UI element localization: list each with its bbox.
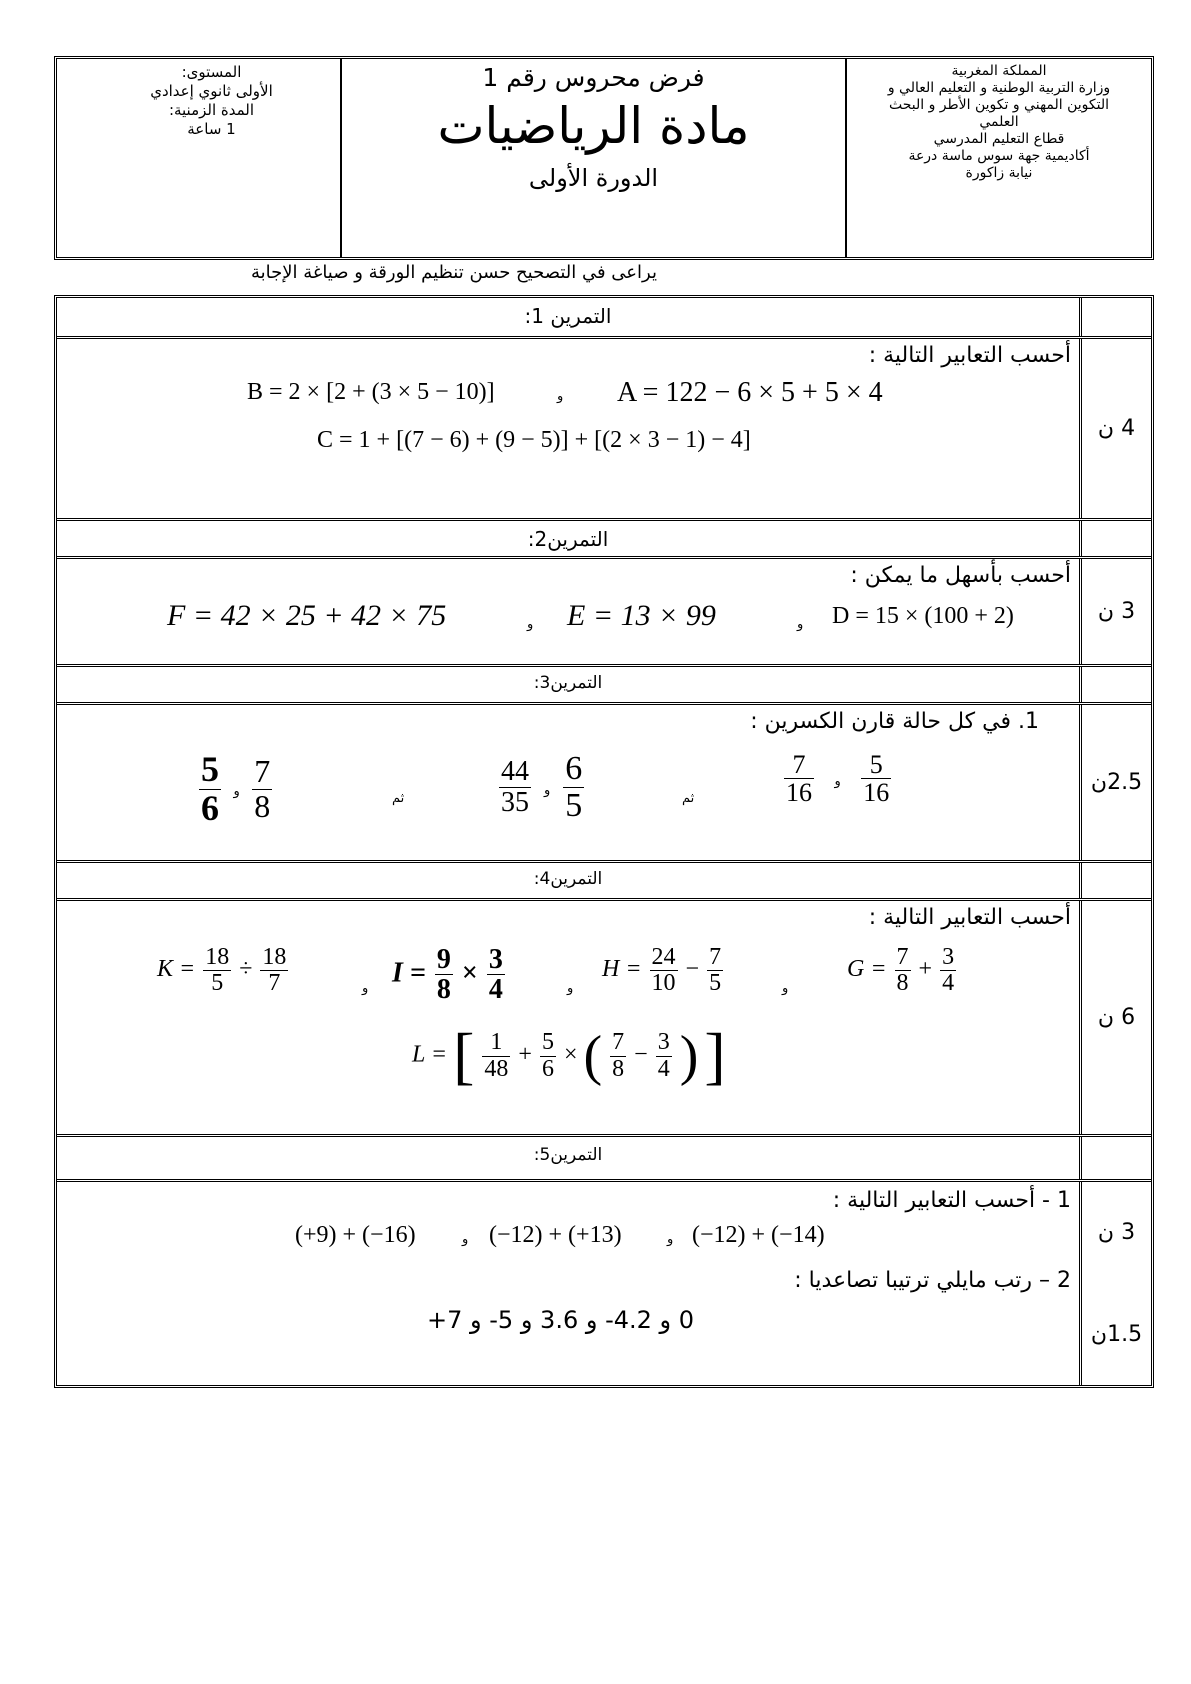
- institution-line: وزارة التربية الوطنية و التعليم العالي و: [887, 80, 1111, 96]
- and-connector: و: [782, 981, 789, 996]
- institution-line: العلمي: [979, 114, 1019, 130]
- level-line: المستوى:: [181, 63, 242, 81]
- expression-5-3: (+9) + (−16): [295, 1222, 416, 1248]
- expression-I: I = $\frac{9}{8}$ × $\frac{3}{4}$: [392, 944, 503, 1006]
- fraction: $\frac{18}{5}$: [205, 944, 230, 997]
- institution-cell: [845, 59, 1151, 257]
- exercise-5-points-part1: 3 ن: [1097, 1220, 1136, 1246]
- fraction: $\frac{44}{35}$: [501, 756, 529, 818]
- expression-L: L = [ $\frac{1}{48}$ + $\frac{5}{6}$ × ( $\frac{7}{8}$ − $\frac{3}{4}$ ) ]: [412, 1020, 726, 1091]
- then-connector: ثم: [682, 791, 695, 806]
- exercise-5-points-part2: 1.5ن: [1090, 1321, 1143, 1347]
- and-connector: و: [362, 981, 369, 996]
- exercise-5-part2: 2 – رتب مايلي ترتيبا تصاعديا :: [794, 1268, 1071, 1293]
- institution-line: التكوين المهني و تكوين الأطر و البحث: [888, 97, 1110, 113]
- fraction-pair-3: [197, 751, 274, 828]
- exercise-3-title: التمرين3:: [533, 673, 603, 693]
- exercise-2-instruction: أحسب بأسهل ما يمكن :: [850, 563, 1071, 588]
- fraction: $\frac{7}{16}$: [786, 750, 812, 808]
- exercise-1-points: 4 ن: [1079, 339, 1151, 518]
- fraction: $\frac{24}{10}$: [651, 944, 676, 997]
- exercise-5-title-row: [57, 1134, 1151, 1179]
- exercise-3-instruction: 1. في كل حالة قارن الكسرين :: [750, 709, 1039, 734]
- exercise-4-body: [57, 898, 1151, 1134]
- exercises-table: [54, 295, 1154, 1388]
- level-line: الأولى ثانوي إعدادي: [150, 82, 273, 100]
- exercise-3-body: [57, 702, 1151, 860]
- points-cell-empty: [1079, 521, 1151, 556]
- numbers-list: 0 و 4.2- و 3.6 و 5- و 7+: [427, 1306, 695, 1334]
- and-connector: و: [797, 617, 804, 632]
- fraction-pair-1: [782, 751, 893, 807]
- fraction: $\frac{3}{4}$: [657, 1029, 670, 1082]
- exercise-5-part1: 1 - أحسب التعابير التالية :: [832, 1188, 1071, 1213]
- then-connector: ثم: [392, 791, 405, 806]
- exercise-1-title: التمرين 1:: [524, 304, 612, 328]
- exercise-1-title-row: [57, 298, 1151, 336]
- and-connector: و: [567, 981, 574, 996]
- fraction: $\frac{18}{7}$: [262, 944, 287, 997]
- institution-line: أكاديمية جهة سوس ماسة درعة: [908, 148, 1090, 164]
- fraction: $\frac{5}{16}$: [863, 750, 890, 808]
- and-connector: و: [527, 617, 534, 632]
- expression-K: K = $\frac{18}{5}$ ÷ $\frac{18}{7}$: [157, 944, 287, 997]
- and-connector: و: [834, 773, 841, 789]
- institution-lines: [847, 59, 1151, 182]
- level-cell: [57, 59, 346, 257]
- fraction: $\frac{7}{8}$: [612, 1029, 625, 1082]
- level-line: 1 ساعة: [187, 120, 236, 138]
- institution-line: المملكة المغربية: [951, 63, 1047, 79]
- subject-title: مادة الرياضيات: [437, 97, 750, 155]
- exam-title: فرض محروس رقم 1: [482, 63, 705, 92]
- expression-A: A = 122 − 6 × 5 + 5 × 4: [617, 377, 883, 408]
- exercise-3-title-row: [57, 664, 1151, 702]
- expression-C: C = 1 + [(7 − 6) + (9 − 5)] + [(2 × 3 − 1) − 4]: [317, 427, 751, 453]
- exercise-2-body: [57, 556, 1151, 664]
- expression-D: D = 15 × (100 + 2): [832, 603, 1014, 629]
- fraction: $\frac{3}{4}$: [488, 944, 503, 1006]
- fraction: $\frac{5}{6}$: [541, 1029, 554, 1082]
- expression-G: G = $\frac{7}{8}$ + $\frac{3}{4}$: [847, 944, 955, 997]
- and-connector: و: [462, 1232, 469, 1247]
- fraction: $\frac{7}{8}$: [896, 944, 909, 997]
- institution-line: قطاع التعليم المدرسي: [933, 131, 1065, 147]
- points-cell-empty: [1079, 863, 1151, 898]
- exercise-2-points: 3 ن: [1079, 559, 1151, 664]
- expression-5-2: (−12) + (+13): [489, 1222, 622, 1248]
- fraction: $\frac{3}{4}$: [942, 944, 955, 997]
- expression-H: H = $\frac{24}{10}$ − $\frac{7}{5}$: [602, 944, 722, 997]
- title-cell: [340, 59, 845, 257]
- exercise-3-points: 2.5ن: [1079, 705, 1151, 860]
- points-cell-empty: [1079, 667, 1151, 702]
- fraction: $\frac{7}{5}$: [709, 944, 722, 997]
- and-connector: و: [667, 1232, 674, 1247]
- and-connector: و: [557, 389, 564, 404]
- session-label: الدورة الأولى: [528, 164, 659, 192]
- expression-E: E = 13 × 99: [567, 599, 716, 632]
- points-cell-empty: [1079, 298, 1151, 336]
- fraction: $\frac{6}{5}$: [565, 750, 583, 824]
- exercise-4-points: 6 ن: [1079, 901, 1151, 1134]
- exam-header: [54, 56, 1154, 260]
- exercise-5-points: [1079, 1182, 1151, 1385]
- and-connector: و: [544, 782, 551, 798]
- level-lines: [57, 59, 346, 139]
- points-cell-empty: [1079, 1137, 1151, 1179]
- level-line: المدة الزمنية:: [168, 101, 255, 119]
- fraction-pair-2: [497, 751, 586, 823]
- exercise-2-title: التمرين2:: [527, 527, 609, 551]
- exercise-4-title-row: [57, 860, 1151, 898]
- expression-5-1: (−12) + (−14): [692, 1222, 825, 1248]
- exercise-2-title-row: [57, 518, 1151, 556]
- exercise-4-title: التمرين4:: [533, 869, 603, 889]
- grading-notice: يراعى في التصحيح حسن تنظيم الورقة و صياغة الإجابة: [251, 262, 657, 283]
- fraction: $\frac{9}{8}$: [436, 944, 451, 1006]
- institution-line: نيابة زاكورة: [965, 165, 1033, 181]
- exercise-4-instruction: أحسب التعابير التالية :: [868, 905, 1071, 930]
- exercise-5-body: [57, 1179, 1151, 1385]
- and-connector: و: [233, 784, 240, 800]
- exercise-1-instruction: أحسب التعابير التالية :: [868, 343, 1071, 368]
- exercise-5-title: التمرين5:: [533, 1145, 603, 1165]
- fraction: $\frac{1}{48}$: [484, 1029, 509, 1082]
- fraction: $\frac{5}{6}$: [201, 749, 219, 828]
- expression-F: F = 42 × 25 + 42 × 75: [167, 599, 447, 632]
- exercise-1-body: [57, 336, 1151, 518]
- fraction: $\frac{7}{8}$: [254, 753, 271, 824]
- expression-B: B = 2 × [2 + (3 × 5 − 10)]: [247, 379, 495, 405]
